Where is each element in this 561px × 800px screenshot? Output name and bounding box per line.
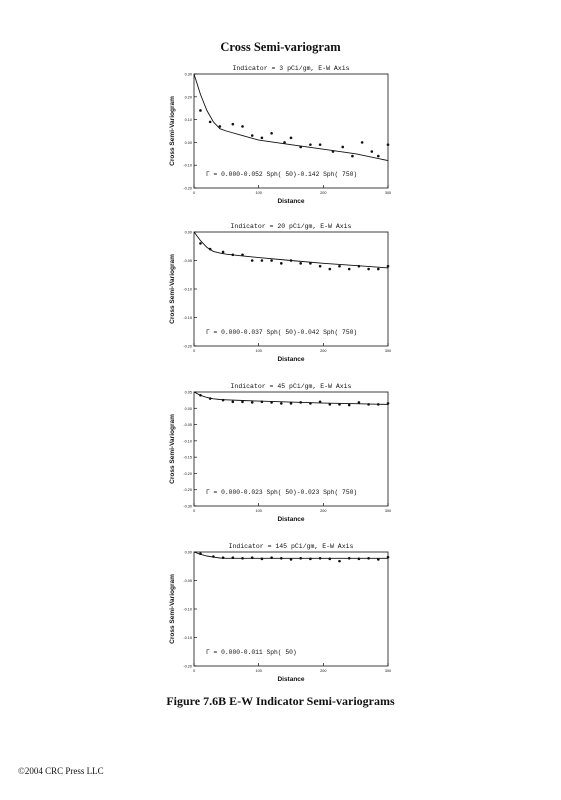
- y-tick-label: 0.05: [184, 390, 192, 395]
- data-point: [371, 150, 374, 153]
- data-point: [377, 155, 380, 158]
- data-point: [199, 394, 202, 397]
- data-point: [209, 248, 212, 251]
- y-tick-label: -0.15: [183, 636, 192, 640]
- data-point: [299, 262, 302, 265]
- y-tick-label: 0.00: [184, 140, 192, 145]
- y-tick-label: 0.20: [184, 95, 192, 100]
- data-point: [280, 402, 283, 405]
- fitted-model-line: [194, 74, 388, 161]
- data-point: [309, 143, 312, 146]
- data-point: [270, 132, 273, 135]
- data-point: [387, 402, 390, 405]
- x-tick-label: 200: [320, 191, 327, 195]
- data-point: [219, 125, 222, 128]
- data-point: [251, 134, 254, 137]
- y-tick-label: 0.00: [184, 230, 192, 235]
- x-tick-label: 300: [384, 349, 392, 353]
- data-point: [283, 141, 286, 144]
- x-tick-label: 0: [192, 669, 196, 673]
- data-point: [261, 259, 264, 262]
- data-point: [338, 403, 341, 406]
- chart-title: Indicator = 20 pCi/gm, E-W Axis: [230, 223, 352, 230]
- x-axis-label: Distance: [277, 356, 305, 363]
- y-tick-label: 0.10: [184, 118, 192, 123]
- data-point: [270, 556, 273, 559]
- data-point: [209, 121, 212, 124]
- y-tick-label: -0.15: [183, 316, 192, 320]
- data-point: [199, 552, 202, 555]
- figure-caption: Figure 7.6B E-W Indicator Semi-variograms: [166, 694, 395, 708]
- x-tick-label: 100: [255, 669, 262, 673]
- model-equation: Γ = 0.000-0.037 Sph( 50)-0.042 Sph( 750): [206, 329, 358, 336]
- data-point: [338, 265, 341, 268]
- y-axis-label: Cross Semi-Variogram: [169, 254, 176, 324]
- data-point: [329, 268, 332, 271]
- x-tick-label: 200: [320, 349, 327, 353]
- data-point: [387, 265, 390, 268]
- data-point: [351, 155, 354, 158]
- y-tick-label: -0.20: [183, 186, 192, 191]
- data-point: [251, 259, 254, 262]
- chart-title: Indicator = 3 pCi/gm, E-W Axis: [232, 65, 350, 72]
- data-point: [299, 557, 302, 560]
- data-point: [232, 123, 235, 126]
- chart-title: Indicator = 145 pCi/gm, E-W Axis: [228, 543, 354, 550]
- variogram-chart-45pci: [160, 378, 400, 530]
- y-axis-label: Cross Semi-Variogram: [169, 574, 176, 644]
- y-tick-label: -0.20: [183, 664, 192, 669]
- data-point: [309, 402, 312, 405]
- copyright-notice: ©2004 CRC Press LLC: [18, 766, 104, 776]
- x-tick-label: 200: [320, 509, 327, 513]
- data-point: [290, 402, 293, 405]
- data-point: [329, 558, 332, 561]
- y-tick-label: 0.30: [184, 72, 192, 77]
- data-point: [199, 242, 202, 245]
- data-point: [309, 262, 312, 265]
- data-point: [358, 265, 361, 268]
- y-tick-label: 0.00: [184, 406, 192, 411]
- y-tick-label: -0.05: [183, 423, 192, 428]
- data-point: [222, 556, 225, 559]
- data-point: [367, 403, 370, 406]
- data-point: [387, 556, 390, 559]
- data-point: [329, 403, 332, 406]
- data-point: [222, 251, 225, 254]
- variogram-chart-20pci: [160, 218, 400, 370]
- data-point: [341, 146, 344, 149]
- y-tick-label: -0.05: [183, 259, 192, 263]
- y-axis-label: Cross Semi-Variogram: [169, 414, 176, 484]
- data-point: [348, 404, 351, 407]
- data-point: [261, 558, 264, 561]
- x-tick-label: 300: [384, 509, 392, 513]
- data-point: [319, 400, 322, 403]
- data-point: [261, 137, 264, 140]
- data-point: [309, 558, 312, 561]
- chart-title: Indicator = 45 pCi/gm, E-W Axis: [230, 383, 352, 390]
- model-equation: Γ = 0.000-0.011 Sph( 50): [206, 649, 297, 656]
- x-tick-label: 0: [192, 191, 196, 195]
- data-point: [251, 401, 254, 404]
- data-point: [280, 262, 283, 265]
- data-point: [348, 268, 351, 271]
- data-point: [299, 401, 302, 404]
- x-axis-label: Distance: [277, 676, 305, 683]
- data-point: [241, 557, 244, 560]
- x-tick-label: 100: [255, 191, 262, 195]
- x-tick-label: 300: [384, 191, 392, 195]
- y-tick-label: -0.25: [183, 488, 192, 493]
- y-tick-label: -0.10: [183, 439, 192, 444]
- x-axis-label: Distance: [277, 198, 305, 205]
- data-point: [241, 400, 244, 403]
- data-point: [232, 400, 235, 403]
- page-title: Cross Semi-variogram: [220, 40, 341, 54]
- data-point: [251, 556, 254, 559]
- y-tick-label: -0.20: [183, 344, 192, 349]
- data-point: [319, 557, 322, 560]
- data-point: [348, 557, 351, 560]
- data-point: [261, 400, 264, 403]
- data-point: [299, 146, 302, 149]
- data-point: [270, 401, 273, 404]
- x-tick-label: 0: [192, 509, 196, 513]
- model-equation: Γ = 0.000-0.023 Sph( 50)-0.023 Sph( 750): [206, 489, 358, 496]
- data-point: [280, 557, 283, 560]
- data-point: [290, 558, 293, 561]
- data-point: [222, 399, 225, 402]
- data-point: [212, 555, 215, 558]
- data-point: [338, 560, 341, 563]
- data-point: [199, 109, 202, 112]
- data-point: [367, 557, 370, 560]
- y-tick-label: -0.20: [183, 471, 192, 476]
- data-point: [377, 558, 380, 561]
- data-point: [358, 401, 361, 404]
- y-tick-label: -0.10: [183, 163, 192, 168]
- variogram-chart-3pci: [160, 60, 400, 210]
- data-point: [377, 268, 380, 271]
- data-point: [367, 268, 370, 271]
- data-point: [290, 137, 293, 140]
- x-tick-label: 200: [320, 669, 327, 673]
- data-point: [270, 259, 273, 262]
- data-point: [319, 143, 322, 146]
- data-point: [241, 254, 244, 257]
- x-tick-label: 0: [192, 349, 196, 353]
- data-point: [387, 143, 390, 146]
- y-tick-label: -0.30: [183, 504, 192, 509]
- data-point: [232, 254, 235, 257]
- variogram-chart-145pci: [160, 538, 400, 690]
- data-point: [358, 558, 361, 561]
- y-axis-label: Cross Semi-Variogram: [169, 96, 176, 166]
- x-axis-label: Distance: [277, 516, 305, 523]
- data-point: [241, 125, 244, 128]
- data-point: [377, 403, 380, 406]
- data-point: [319, 265, 322, 268]
- data-point: [209, 397, 212, 400]
- y-tick-label: -0.05: [183, 579, 192, 583]
- y-tick-label: -0.10: [183, 607, 192, 612]
- data-point: [232, 556, 235, 559]
- y-tick-label: 0.00: [184, 550, 192, 555]
- data-point: [332, 150, 335, 153]
- y-tick-label: -0.15: [183, 455, 192, 460]
- data-point: [361, 141, 364, 144]
- fitted-model-line: [194, 232, 388, 268]
- y-tick-label: -0.10: [183, 287, 192, 292]
- x-tick-label: 100: [255, 349, 262, 353]
- x-tick-label: 100: [255, 509, 262, 513]
- data-point: [290, 259, 293, 262]
- x-tick-label: 300: [384, 669, 392, 673]
- model-equation: Γ = 0.000-0.052 Sph( 50)-0.142 Sph( 750): [206, 171, 358, 178]
